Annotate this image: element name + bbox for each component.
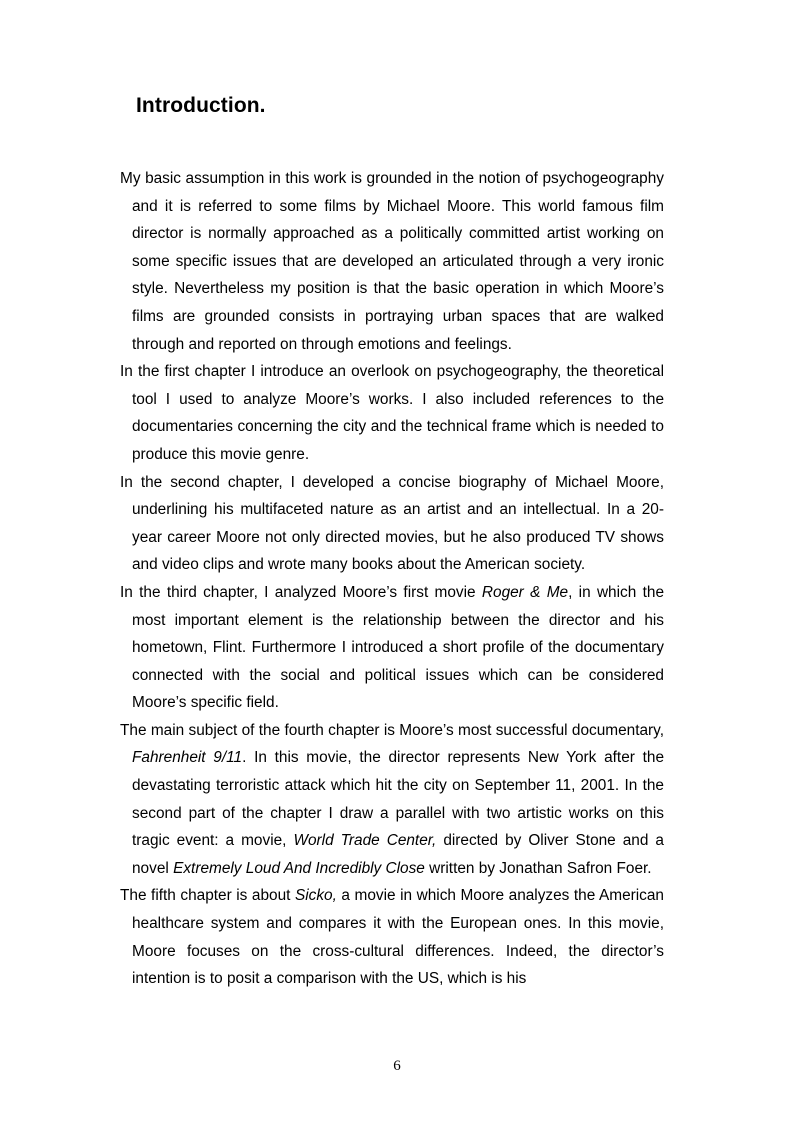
paragraph-text: . In this movie, the director represents New York after the devastating terroristic attack which hit the city on September 11, 2001. In the second part of the chapter I draw a parallel with two artistic works on this tragic event: a movie, bbox=[132, 749, 664, 850]
paragraph bbox=[120, 579, 664, 717]
italic-title-text: Fahrenheit 9/11 bbox=[132, 749, 243, 767]
italic-title-text: Sicko, bbox=[294, 887, 337, 905]
italic-title-text: World Trade Center, bbox=[293, 832, 437, 850]
paragraph bbox=[120, 469, 664, 579]
paragraph-text: In the first chapter I introduce an overlook on psychogeography, the theoretical tool I used to analyze Moore’s works. I also included references to the documentaries concerning the city and the technical frame which is needed to produce this movie genre. bbox=[120, 363, 664, 463]
paragraph bbox=[120, 882, 664, 992]
paragraph bbox=[120, 358, 664, 468]
paragraph-text: , in which the most important element is the relationship between the director and his hometown, Flint. Furthermore I introduced a short profile of the documentary connected with the social and political issues which can be considered Moore’s specific field. bbox=[132, 583, 664, 712]
body-text bbox=[120, 165, 664, 993]
paragraph bbox=[120, 165, 664, 358]
paragraph-text: In the third chapter, I analyzed Moore’s first movie bbox=[120, 583, 482, 601]
paragraph-text: written by Jonathan Safron Foer. bbox=[424, 859, 652, 877]
paragraph-text: a movie in which Moore analyzes the American healthcare system and compares it with the European ones. In this movie, Moore focuses on the cross-cultural differences. Indeed, the director’s intention is to posit a comparison with the US, which is his bbox=[132, 887, 664, 988]
paragraph-text: My basic assumption in this work is grounded in the notion of psychogeography and it is referred to some films by Michael Moore. This world famous film director is normally approached as a politically committed artist working on some specific issues that are developed an articulated through a very ironic style. Nevertheless my position is that the basic operation in which Moore’s films are grounded consists in portraying urban spaces that are walked through and reported on through emotions and feelings. bbox=[120, 170, 664, 353]
paragraph-text: The fifth chapter is about bbox=[120, 887, 295, 905]
italic-title-text: Extremely Loud And Incredibly Close bbox=[173, 859, 425, 877]
page-number: 6 bbox=[393, 1058, 401, 1074]
paragraph-text: The main subject of the fourth chapter is Moore’s most successful documentary, bbox=[120, 721, 664, 739]
page-title: Introduction. bbox=[136, 94, 266, 117]
italic-title-text: Roger & Me bbox=[481, 583, 569, 601]
paragraph-text: directed by Oliver Stone and a novel bbox=[132, 832, 664, 877]
paragraph-text: In the second chapter, I developed a concise biography of Michael Moore, underlining his multifaceted nature as an artist and an intellectual. In a 20-year career Moore not only directed movies, but he also produced TV shows and video clips and wrote many books about the American society. bbox=[120, 473, 664, 574]
paragraph bbox=[120, 717, 664, 883]
